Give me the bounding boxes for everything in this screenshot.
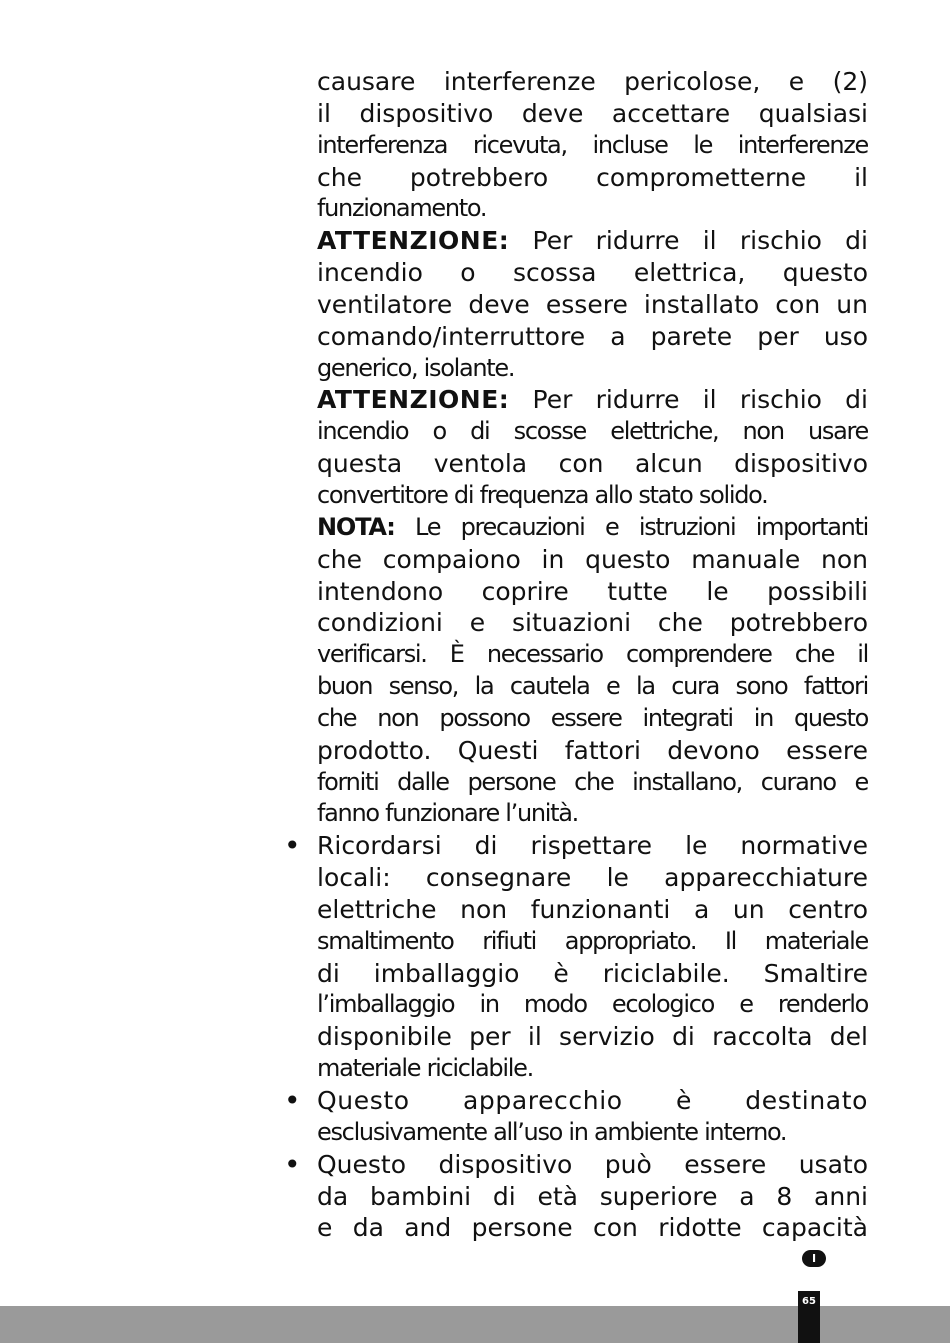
bullet-icon: •: [284, 1147, 301, 1181]
text-line: materiale riciclabile.: [317, 1054, 533, 1083]
text-line: funzionamento.: [317, 194, 487, 223]
warning-line: [317, 225, 868, 257]
text-line: che potrebbero comprometterne il: [317, 162, 868, 192]
warning-text: Per ridurre il rischio di: [509, 385, 868, 415]
text-line: fanno funzionare l’unità.: [317, 799, 578, 828]
text-line: interferenza ricevuta, incluse le interferenze: [317, 130, 868, 159]
text-line: elettriche non funzionanti a un centro: [317, 894, 868, 924]
warning-text: Per ridurre il rischio di: [509, 226, 868, 256]
bullet-item: [284, 1084, 868, 1117]
page-number: 65: [802, 1296, 816, 1307]
text-line: che compaiono in questo manuale non: [317, 544, 868, 574]
bullet-text: Questo dispositivo può essere usato: [317, 1149, 868, 1179]
note-text: Le precauzioni e istruzioni importanti: [394, 512, 868, 541]
warning-line: [317, 384, 868, 416]
bullet-text: Ricordarsi di rispettare le normative: [317, 831, 868, 861]
text-line: verificarsi. È necessario comprendere che il: [317, 640, 868, 669]
bullet-text: Questo apparecchio è destinato: [317, 1086, 868, 1115]
text-line: ventilatore deve essere installato con un: [317, 289, 868, 319]
bullet-item: [284, 1147, 868, 1181]
text-line: locali: consegnare le apparecchiature: [317, 863, 868, 893]
text-line: causare interferenze pericolose, e (2): [317, 67, 868, 96]
text-line: che non possono essere integrati in questo: [317, 703, 868, 732]
note-label: NOTA:: [317, 512, 395, 541]
note-line: [317, 512, 868, 544]
text-line: incendio o di scosse elettriche, non usare: [317, 417, 868, 446]
text-line: disponibile per il servizio di raccolta del: [317, 1022, 868, 1052]
text-line: generico, isolante.: [317, 353, 515, 382]
text-line: di imballaggio è riciclabile. Smaltire: [317, 958, 868, 988]
text-line: comando/interruttore a parete per uso: [317, 321, 868, 351]
bullet-item: [284, 829, 868, 863]
text-line: prodotto. Questi fattori devono essere: [317, 735, 868, 765]
language-badge: I: [802, 1250, 826, 1267]
text-line: l’imballaggio in modo ecologico e renderlo: [317, 990, 868, 1019]
text-line: forniti dalle persone che installano, curano e: [317, 767, 868, 796]
text-line: intendono coprire tutte le possibili: [317, 576, 868, 606]
text-line: buon senso, la cautela e la cura sono fattori: [317, 672, 868, 701]
bullet-icon: •: [284, 829, 301, 863]
text-line: il dispositivo deve accettare qualsiasi: [317, 98, 868, 128]
text-line: e da and persone con ridotte capacità: [317, 1213, 868, 1243]
warning-label: ATTENZIONE:: [317, 385, 510, 415]
text-line: questa ventola con alcun dispositivo: [317, 449, 868, 479]
text-line: smaltimento rifiuti appropriato. Il materiale: [317, 926, 868, 955]
warning-label: ATTENZIONE:: [317, 226, 510, 256]
text-line: incendio o scossa elettrica, questo: [317, 258, 868, 288]
manual-text-column: [284, 66, 868, 1244]
text-line: da bambini di età superiore a 8 anni: [317, 1181, 868, 1211]
text-line: condizioni e situazioni che potrebbero: [317, 608, 868, 638]
text-line: esclusivamente all’uso in ambiente interno.: [317, 1117, 787, 1146]
text-line: convertitore di frequenza allo stato solido.: [317, 480, 768, 509]
bullet-icon: •: [284, 1084, 302, 1117]
